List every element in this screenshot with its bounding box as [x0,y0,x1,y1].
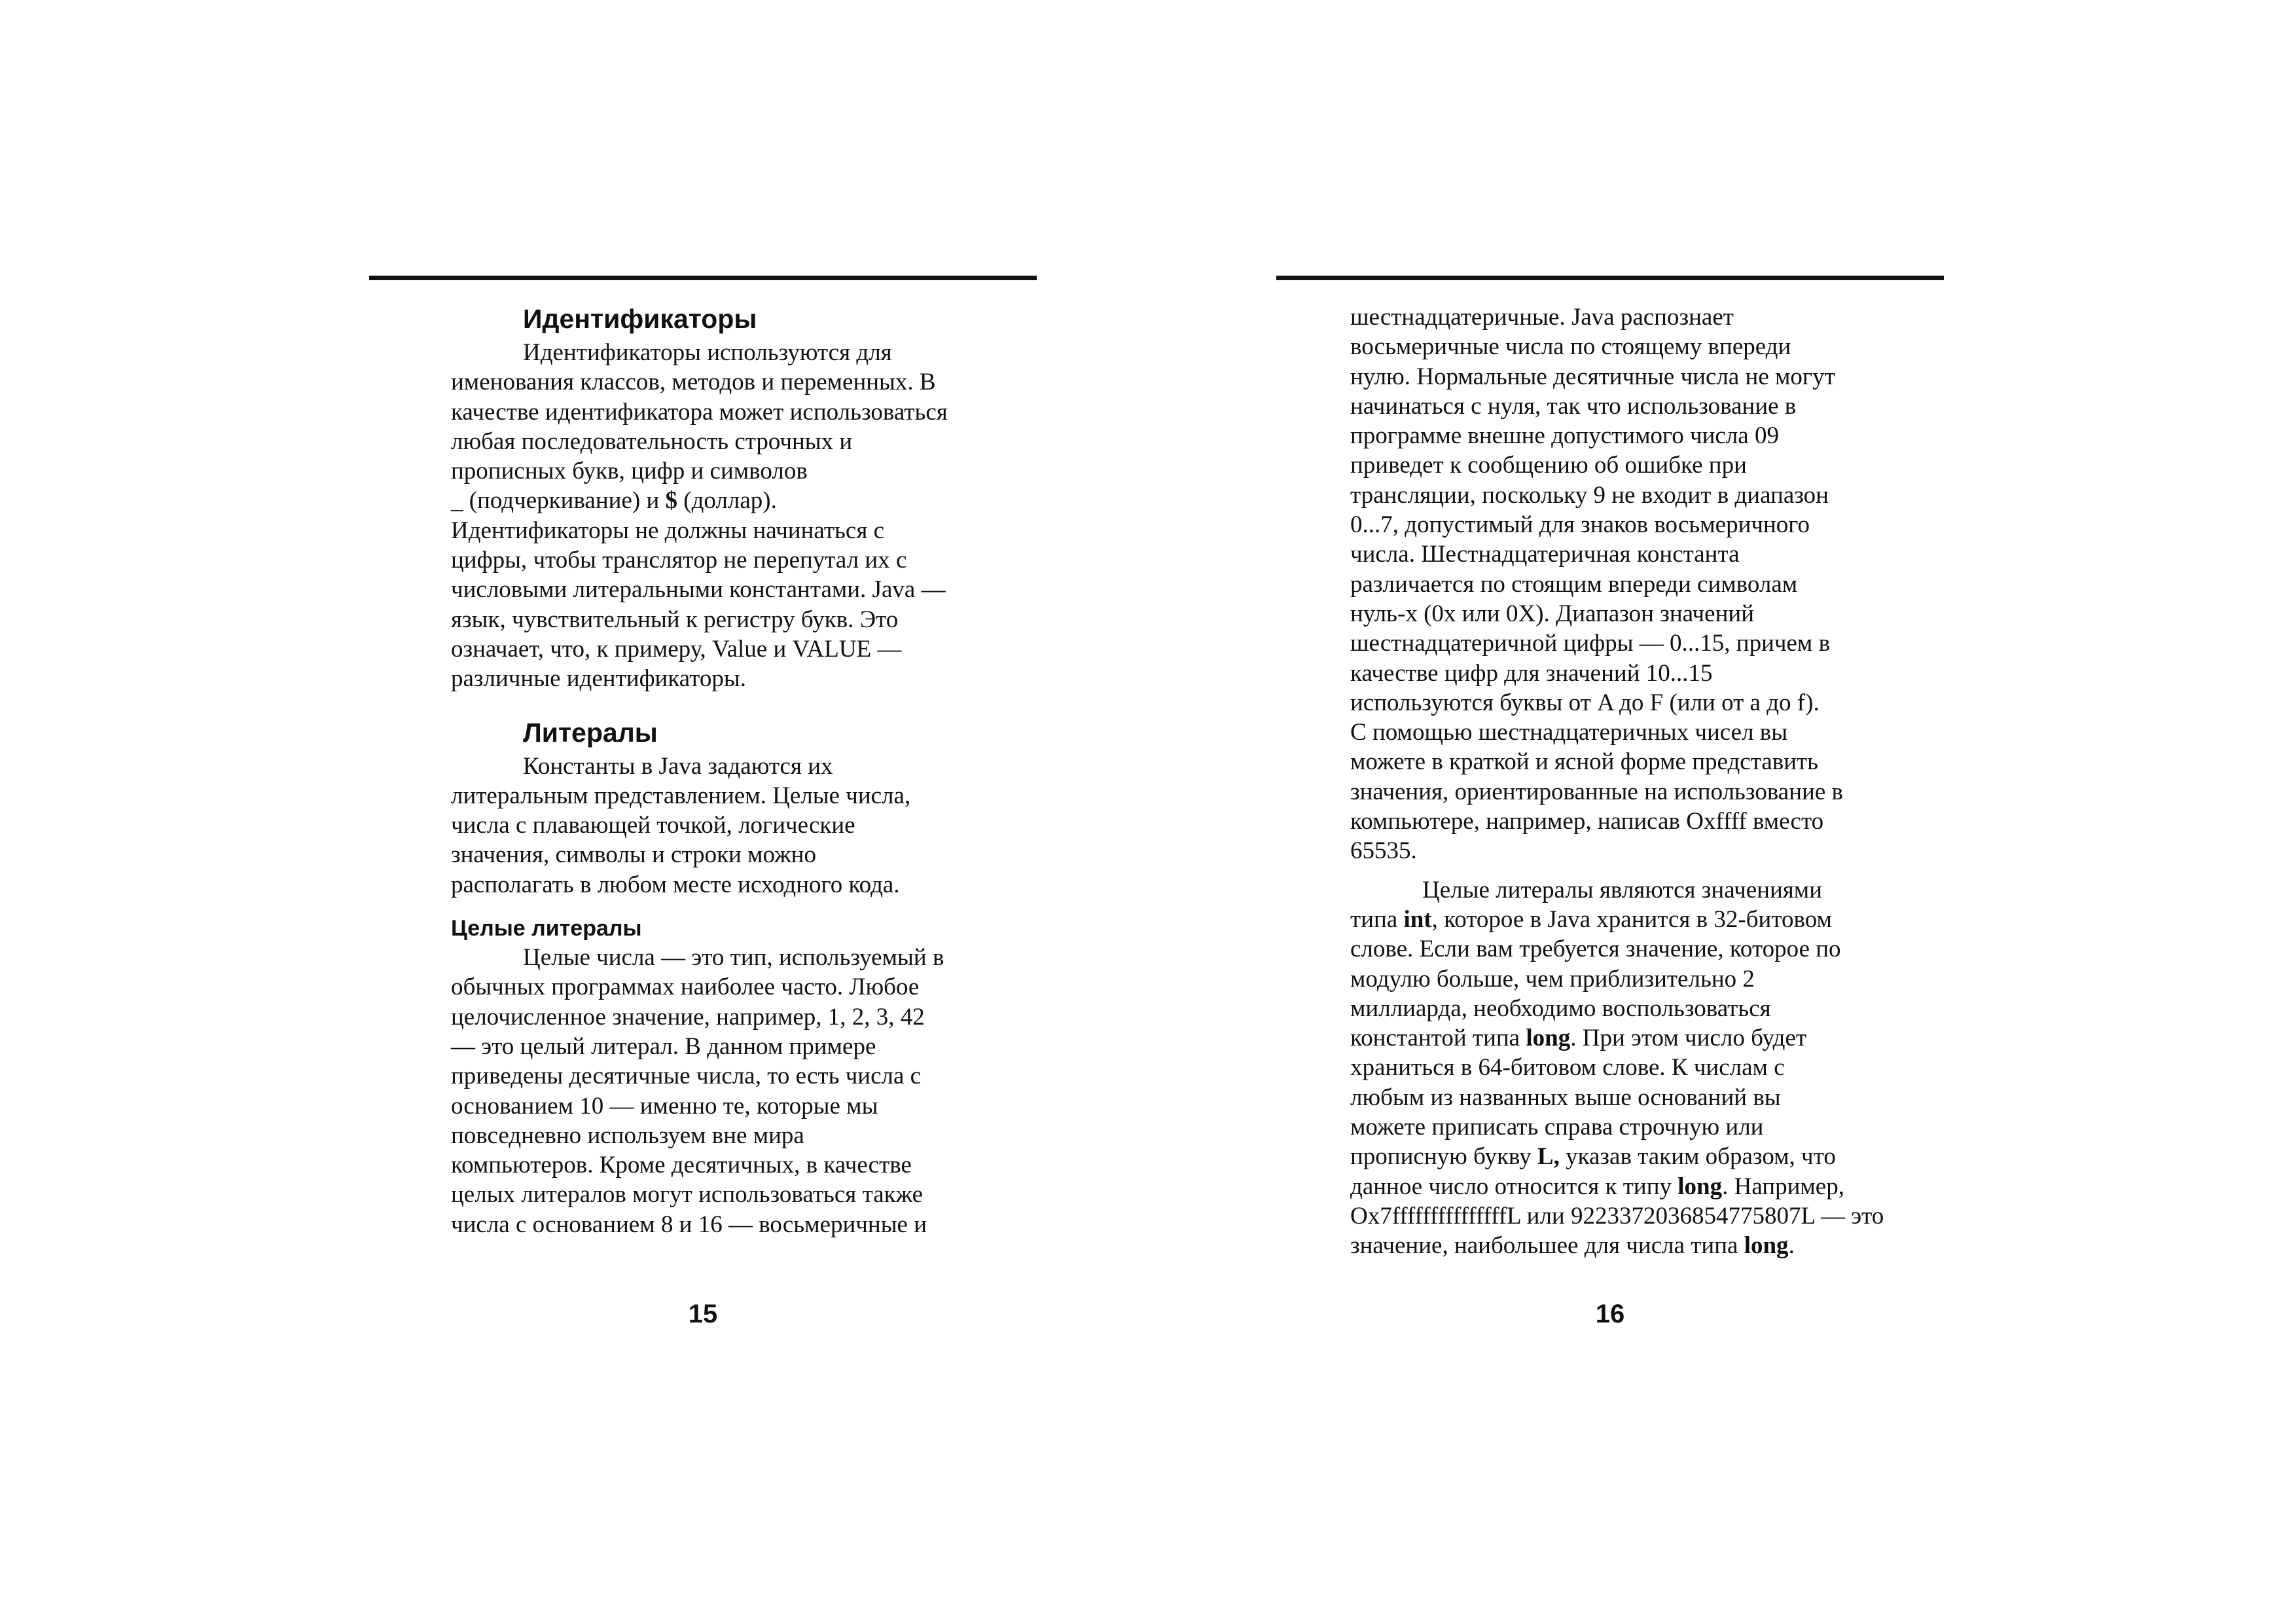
text-line: Идентификаторы используются для [523,339,892,366]
text-line: С помощью шестнадцатеричных чисел вы [1350,719,1788,746]
text-line: приведены десятичные числа, то есть числа с [451,1063,922,1090]
text-line: программе внешне допустимого числа 09 [1350,422,1779,450]
text-line: различные идентификаторы. [451,665,747,693]
text-line: целочисленное значение, например, 1, 2, 3, 42 [451,1003,925,1030]
text-line: храниться в 64-битовом слове. К числам с [1350,1054,1785,1082]
paragraph-identifiers [451,338,1040,694]
left-header-rule [369,276,1037,280]
left-page-content [451,302,1040,1239]
text-line: типа int, которое в Java хранится в 32-битовом [1350,905,1832,933]
paragraph-integer-literals [451,943,1040,1239]
text-line: значения, ориентированные на использование в [1350,778,1843,805]
text-line: 0...7, допустимый для знаков восьмеричного [1350,511,1810,539]
text-line: модулю больше, чем приблизительно 2 [1350,965,1755,993]
text-line: качестве идентификатора может использоваться [451,398,948,426]
text-line: нуль-x (0x или 0X). Диапазон значений [1350,600,1754,627]
text-line: целых литералов могут использоваться также [451,1181,924,1209]
page-number: 16 [1595,1300,1625,1328]
text-line: Идентификаторы не должны начинаться с [451,517,885,544]
text-line: данное число относится к типу long. Например, [1350,1173,1844,1200]
text-line: обычных программах наиболее часто. Любое [451,974,920,1001]
text-line: — это целый литерал. В данном примере [451,1032,876,1060]
text-line: _ (подчеркивание) и $ (доллар). [451,487,777,515]
text-line: прописных букв, цифр и символов [451,458,808,485]
right-header-rule [1276,276,1944,280]
text-line: восьмеричные числа по стоящему впереди [1350,333,1791,361]
text-line: компьютеров. Кроме десятичных, в качестве [451,1152,912,1179]
text-line: цифры, чтобы транслятор не перепутал их с [451,547,907,574]
text-line: значение, наибольшее для числа типа long. [1350,1232,1795,1260]
text-line: используются буквы от A до F (или от a до f). [1350,689,1820,716]
text-line: константой типа long. При этом число будет [1350,1025,1807,1052]
text-line: миллиарда, необходимо воспользоваться [1350,994,1771,1022]
text-line: компьютере, например, написав Oxffff вместо [1350,808,1824,835]
paragraph-literals [451,752,1040,900]
subheading-integer-literals: Целые литералы [451,916,642,941]
paragraph-hex-octal [1350,302,1939,866]
text-line: 65535. [1350,837,1417,865]
text-line: значения, символы и строки можно [451,841,816,869]
text-line: шестнадцатеричные. Java распознает [1350,304,1734,331]
text-line: трансляции, поскольку 9 не входит в диапазон [1350,481,1829,509]
text-line: означает, что, к примеру, Value и VALUE — [451,635,902,663]
text-line: числа с основанием 8 и 16 — восьмеричные и [451,1211,927,1238]
text-line: именования классов, методов и переменных. В [451,369,936,396]
page-number: 15 [688,1300,718,1328]
text-line: слове. Если вам требуется значение, которое по [1350,936,1841,963]
text-line: повседневно используем вне мира [451,1122,804,1149]
text-line: располагать в любом месте исходного кода. [451,871,900,898]
text-line: нулю. Нормальные десятичные числа не могут [1350,363,1835,390]
text-line: любая последовательность строчных и [451,428,853,455]
text-line: Ox7fffffffffffffffL или 9223372036854775807L — это [1350,1202,1884,1230]
paragraph-long-literals [1350,875,1939,1261]
text-line: числовыми литеральными константами. Java — [451,576,946,604]
text-line: язык, чувствительный к регистру букв. Это [451,606,899,633]
text-line: качестве цифр для значений 10...15 [1350,659,1713,687]
right-page-content [1350,302,1939,1261]
text-line: Целые литералы являются значениями [1422,876,1823,903]
text-line: прописную букву L, указав таким образом, что [1350,1143,1836,1171]
text-line: различается по стоящим впереди символам [1350,570,1798,598]
text-line: любым из названных выше оснований вы [1350,1084,1781,1111]
text-line: числа с плавающей точкой, логические [451,812,855,839]
heading-literals: Литералы [523,717,658,748]
heading-identifiers: Идентификаторы [523,304,757,334]
text-line: литеральным представлением. Целые числа, [451,782,911,809]
text-line: приведет к сообщению об ошибке при [1350,452,1747,479]
text-line: можете в краткой и ясной форме представить [1350,748,1819,776]
text-line: можете приписать справа строчную или [1350,1114,1764,1141]
text-line: основанием 10 — именно те, которые мы [451,1092,878,1120]
text-line: числа. Шестнадцатеричная константа [1350,541,1740,568]
text-line: начинаться с нуля, так что использование в [1350,392,1797,420]
text-line: Целые числа — это тип, используемый в [523,944,944,972]
text-line: Константы в Java задаются их [523,752,833,780]
text-line: шестнадцатеричной цифры — 0...15, причем в [1350,630,1831,657]
